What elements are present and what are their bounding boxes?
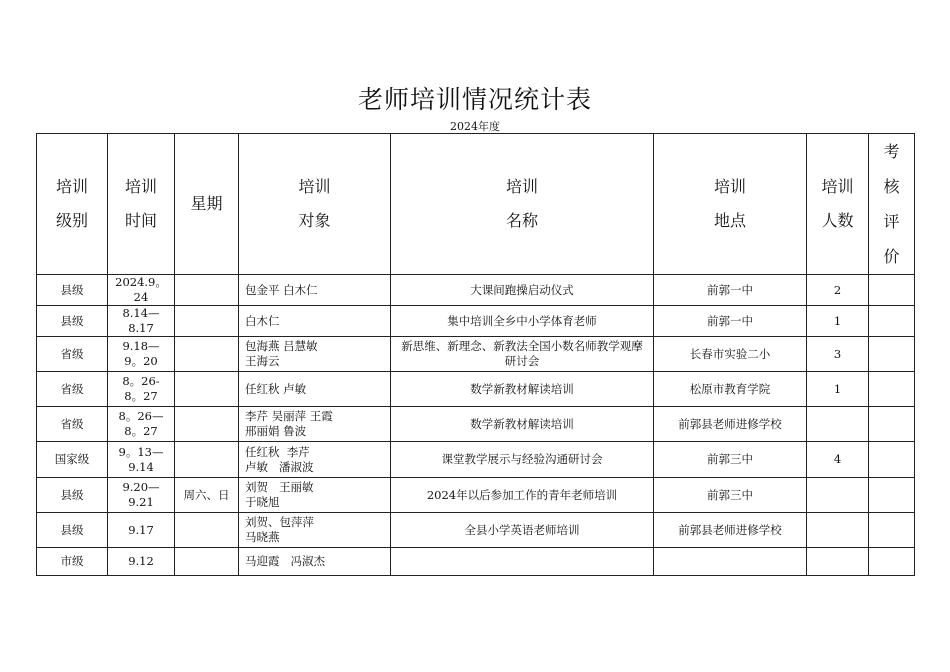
- cell-place: 前郭三中: [654, 478, 807, 513]
- cell-name: 课堂教学展示与经验沟通研讨会: [391, 442, 654, 478]
- cell-target: 刘贺 王丽敏 于晓旭: [239, 478, 391, 513]
- cell-name: 2024年以后参加工作的青年老师培训: [391, 478, 654, 513]
- cell-count: 3: [807, 337, 869, 372]
- cell-weekday: [175, 372, 239, 407]
- table-row: [37, 548, 915, 576]
- cell-evaluation: [869, 306, 915, 337]
- cell-weekday: [175, 407, 239, 442]
- cell-level: 县级: [37, 478, 108, 513]
- cell-target: 白木仁: [239, 306, 391, 337]
- page-title: 老师培训情况统计表: [357, 85, 592, 114]
- training-stats-table: [36, 133, 915, 576]
- cell-place: [654, 548, 807, 576]
- cell-weekday: [175, 513, 239, 548]
- header-target: 培训 对象: [239, 134, 391, 275]
- cell-place: 前郭县老师进修学校: [654, 407, 807, 442]
- cell-evaluation: [869, 442, 915, 478]
- cell-name: [391, 548, 654, 576]
- header-level: 培训 级别: [37, 134, 108, 275]
- cell-target: 任红秋 卢敏: [239, 372, 391, 407]
- header-time: 培训 时间: [108, 134, 175, 275]
- cell-count: [807, 407, 869, 442]
- cell-level: 国家级: [37, 442, 108, 478]
- cell-weekday: [175, 337, 239, 372]
- cell-level: 市级: [37, 548, 108, 576]
- cell-evaluation: [869, 372, 915, 407]
- table-row: [37, 275, 915, 306]
- year-subtitle: 2024年度: [450, 120, 500, 133]
- cell-target: 刘贺、包萍萍 马晓燕: [239, 513, 391, 548]
- cell-count: 1: [807, 372, 869, 407]
- header-weekday: 星期: [175, 134, 239, 275]
- cell-name: 数学新教材解读培训: [391, 372, 654, 407]
- header-count: 培训 人数: [807, 134, 869, 275]
- header-row: [37, 134, 915, 275]
- cell-count: 1: [807, 306, 869, 337]
- cell-level: 省级: [37, 407, 108, 442]
- cell-level: 县级: [37, 306, 108, 337]
- cell-weekday: [175, 275, 239, 306]
- cell-level: 县级: [37, 513, 108, 548]
- cell-time: 9.18— 9。20: [108, 337, 175, 372]
- cell-evaluation: [869, 275, 915, 306]
- cell-level: 省级: [37, 337, 108, 372]
- cell-target: 包海燕 吕慧敏 王海云: [239, 337, 391, 372]
- header-name: 培训 名称: [391, 134, 654, 275]
- table-row: [37, 306, 915, 337]
- cell-time: 2024.9。24: [108, 275, 175, 306]
- cell-count: [807, 478, 869, 513]
- cell-time: 8.14—8.17: [108, 306, 175, 337]
- cell-evaluation: [869, 337, 915, 372]
- cell-evaluation: [869, 513, 915, 548]
- cell-weekday: 周六、日: [175, 478, 239, 513]
- cell-level: 县级: [37, 275, 108, 306]
- cell-weekday: [175, 442, 239, 478]
- cell-time: 9.12: [108, 548, 175, 576]
- cell-time: 8。26— 8。27: [108, 407, 175, 442]
- cell-time: 9.20—9.21: [108, 478, 175, 513]
- cell-weekday: [175, 548, 239, 576]
- cell-name: 集中培训全乡中小学体育老师: [391, 306, 654, 337]
- cell-place: 前郭一中: [654, 275, 807, 306]
- cell-weekday: [175, 306, 239, 337]
- cell-place: 松原市教育学院: [654, 372, 807, 407]
- cell-level: 省级: [37, 372, 108, 407]
- cell-evaluation: [869, 548, 915, 576]
- table-row: [37, 407, 915, 442]
- table-row: [37, 372, 915, 407]
- cell-target: 包金平 白木仁: [239, 275, 391, 306]
- cell-time: 9.17: [108, 513, 175, 548]
- cell-name: 大课间跑操启动仪式: [391, 275, 654, 306]
- cell-target: 马迎霞 冯淑杰: [239, 548, 391, 576]
- cell-place: 前郭三中: [654, 442, 807, 478]
- cell-time: 8。26- 8。27: [108, 372, 175, 407]
- cell-place: 长春市实验二小: [654, 337, 807, 372]
- table-row: [37, 478, 915, 513]
- cell-name: 数学新教材解读培训: [391, 407, 654, 442]
- cell-evaluation: [869, 407, 915, 442]
- header-evaluation: 考 核 评 价: [869, 134, 915, 275]
- cell-time: 9。13— 9.14: [108, 442, 175, 478]
- cell-target: 任红秋 李芹 卢敏 潘淑波: [239, 442, 391, 478]
- cell-count: [807, 548, 869, 576]
- cell-place: 前郭县老师进修学校: [654, 513, 807, 548]
- table-row: [37, 442, 915, 478]
- header-place: 培训 地点: [654, 134, 807, 275]
- cell-count: 4: [807, 442, 869, 478]
- cell-name: 新思维、新理念、新教法全国小数名师教学观摩 研讨会: [391, 337, 654, 372]
- cell-target: 李芹 吴丽萍 王霞 邢丽娟 鲁波: [239, 407, 391, 442]
- cell-name: 全县小学英语老师培训: [391, 513, 654, 548]
- cell-count: 2: [807, 275, 869, 306]
- cell-count: [807, 513, 869, 548]
- table-row: [37, 513, 915, 548]
- table-row: [37, 337, 915, 372]
- cell-place: 前郭一中: [654, 306, 807, 337]
- cell-evaluation: [869, 478, 915, 513]
